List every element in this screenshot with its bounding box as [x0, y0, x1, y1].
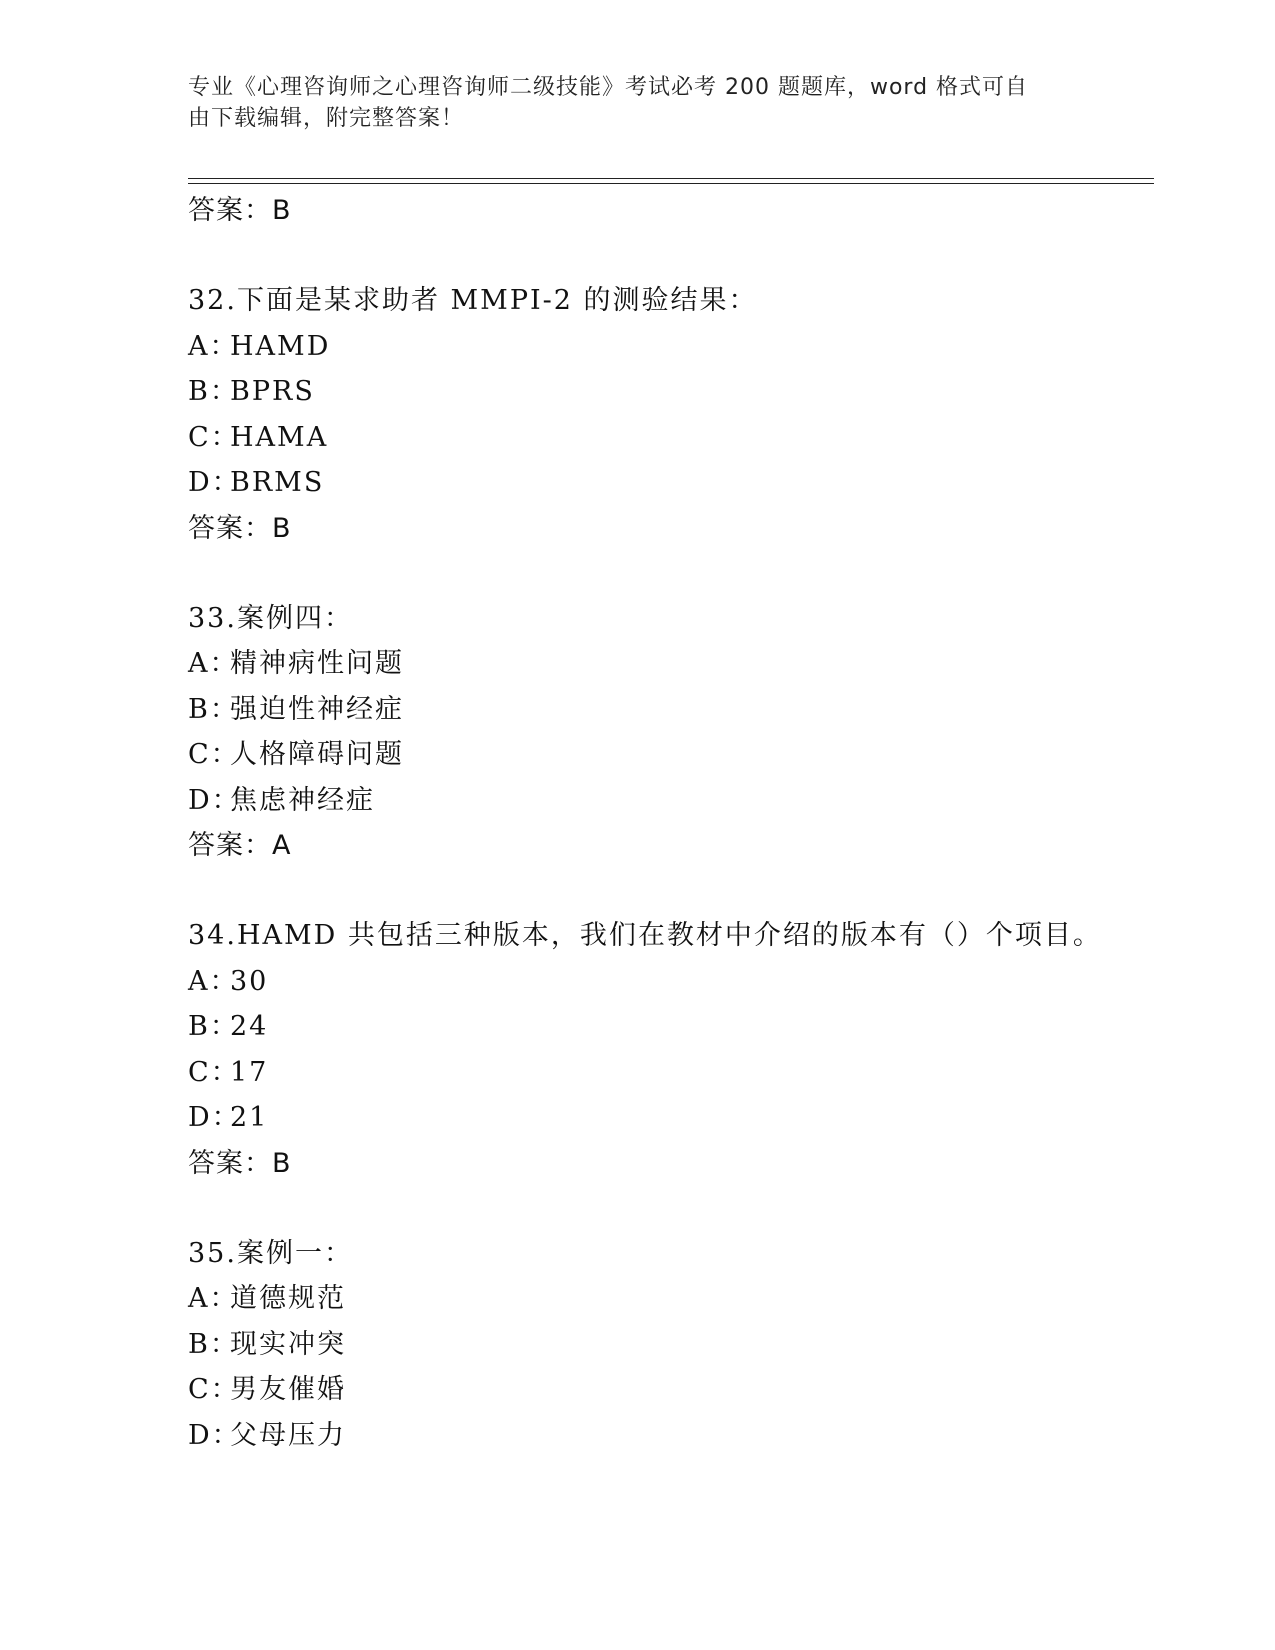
- option-d: [188, 1095, 1154, 1141]
- option-a: [188, 959, 1154, 1005]
- question-stem: 32.下面是某求助者 MMPI-2 的测验结果：: [188, 285, 758, 316]
- option-letter: C：: [188, 1374, 240, 1405]
- option-letter: C：: [188, 1056, 240, 1088]
- option-letter: A：: [188, 965, 239, 997]
- option-b: [188, 1322, 1154, 1368]
- option-letter: B：: [188, 1328, 239, 1360]
- question-stem: 33.案例四：: [188, 602, 353, 634]
- option-d: [188, 1413, 1154, 1459]
- option-text: 父母压力: [230, 1419, 346, 1451]
- option-letter: B：: [188, 693, 239, 725]
- option-b: [188, 369, 1154, 415]
- option-letter: D：: [188, 1419, 241, 1451]
- option-c: [188, 1367, 1154, 1413]
- option-a: [188, 641, 1154, 687]
- option-letter: C：: [188, 739, 240, 770]
- option-letter: B：: [188, 1011, 239, 1042]
- option-c: [188, 1050, 1154, 1096]
- option-letter: A：: [188, 1283, 239, 1314]
- option-c: [188, 732, 1154, 778]
- option-c: [188, 415, 1154, 461]
- document-header: [188, 72, 1068, 134]
- option-letter: B：: [188, 376, 239, 407]
- question-stem: 34.HAMD 共包括三种版本，我们在教材中介绍的版本有（）个项目。: [188, 920, 1102, 951]
- option-text: 现实冲突: [230, 1328, 346, 1360]
- option-text: 17: [230, 1056, 269, 1088]
- option-letter: C：: [188, 421, 240, 453]
- option-text: HAMA: [230, 421, 329, 453]
- option-letter: D：: [188, 1102, 241, 1133]
- option-a: [188, 324, 1154, 370]
- question-35: [188, 1231, 1154, 1459]
- option-text: BRMS: [230, 467, 325, 498]
- header-divider-bottom: [188, 183, 1154, 184]
- answer-line: 答案：B: [188, 195, 292, 226]
- question-33: [188, 596, 1154, 870]
- option-text: 男友催婚: [230, 1374, 346, 1405]
- option-text: HAMD: [230, 330, 331, 362]
- option-text: 24: [230, 1011, 269, 1042]
- option-text: 精神病性问题: [230, 648, 404, 679]
- option-b: [188, 1004, 1154, 1050]
- question-34: [188, 913, 1154, 1187]
- option-d: [188, 460, 1154, 506]
- option-text: 30: [230, 965, 269, 997]
- option-text: 强迫性神经症: [230, 693, 404, 725]
- header-divider-top: [188, 178, 1154, 179]
- option-letter: D：: [188, 784, 241, 816]
- header-line-1: 专业《心理咨询师之心理咨询师二级技能》考试必考 200 题题库，word 格式可自: [188, 75, 1029, 100]
- answer-line: 答案：B: [188, 512, 292, 544]
- option-letter: D：: [188, 467, 241, 498]
- question-stem: 35.案例一：: [188, 1237, 353, 1269]
- answer-line: 答案：B: [188, 1147, 292, 1179]
- answer-line: 答案：A: [188, 830, 292, 861]
- option-letter: A：: [188, 330, 239, 362]
- option-text: BPRS: [230, 376, 315, 407]
- option-letter: A：: [188, 648, 239, 679]
- option-b: [188, 687, 1154, 733]
- header-line-2: 由下载编辑，附完整答案！: [188, 106, 465, 131]
- option-text: 人格障碍问题: [230, 739, 404, 770]
- question-32: [188, 278, 1154, 552]
- option-text: 21: [230, 1102, 269, 1133]
- option-a: [188, 1276, 1154, 1322]
- option-text: 焦虑神经症: [230, 784, 375, 816]
- option-d: [188, 778, 1154, 824]
- option-text: 道德规范: [230, 1283, 346, 1314]
- question-list: [188, 188, 1154, 1458]
